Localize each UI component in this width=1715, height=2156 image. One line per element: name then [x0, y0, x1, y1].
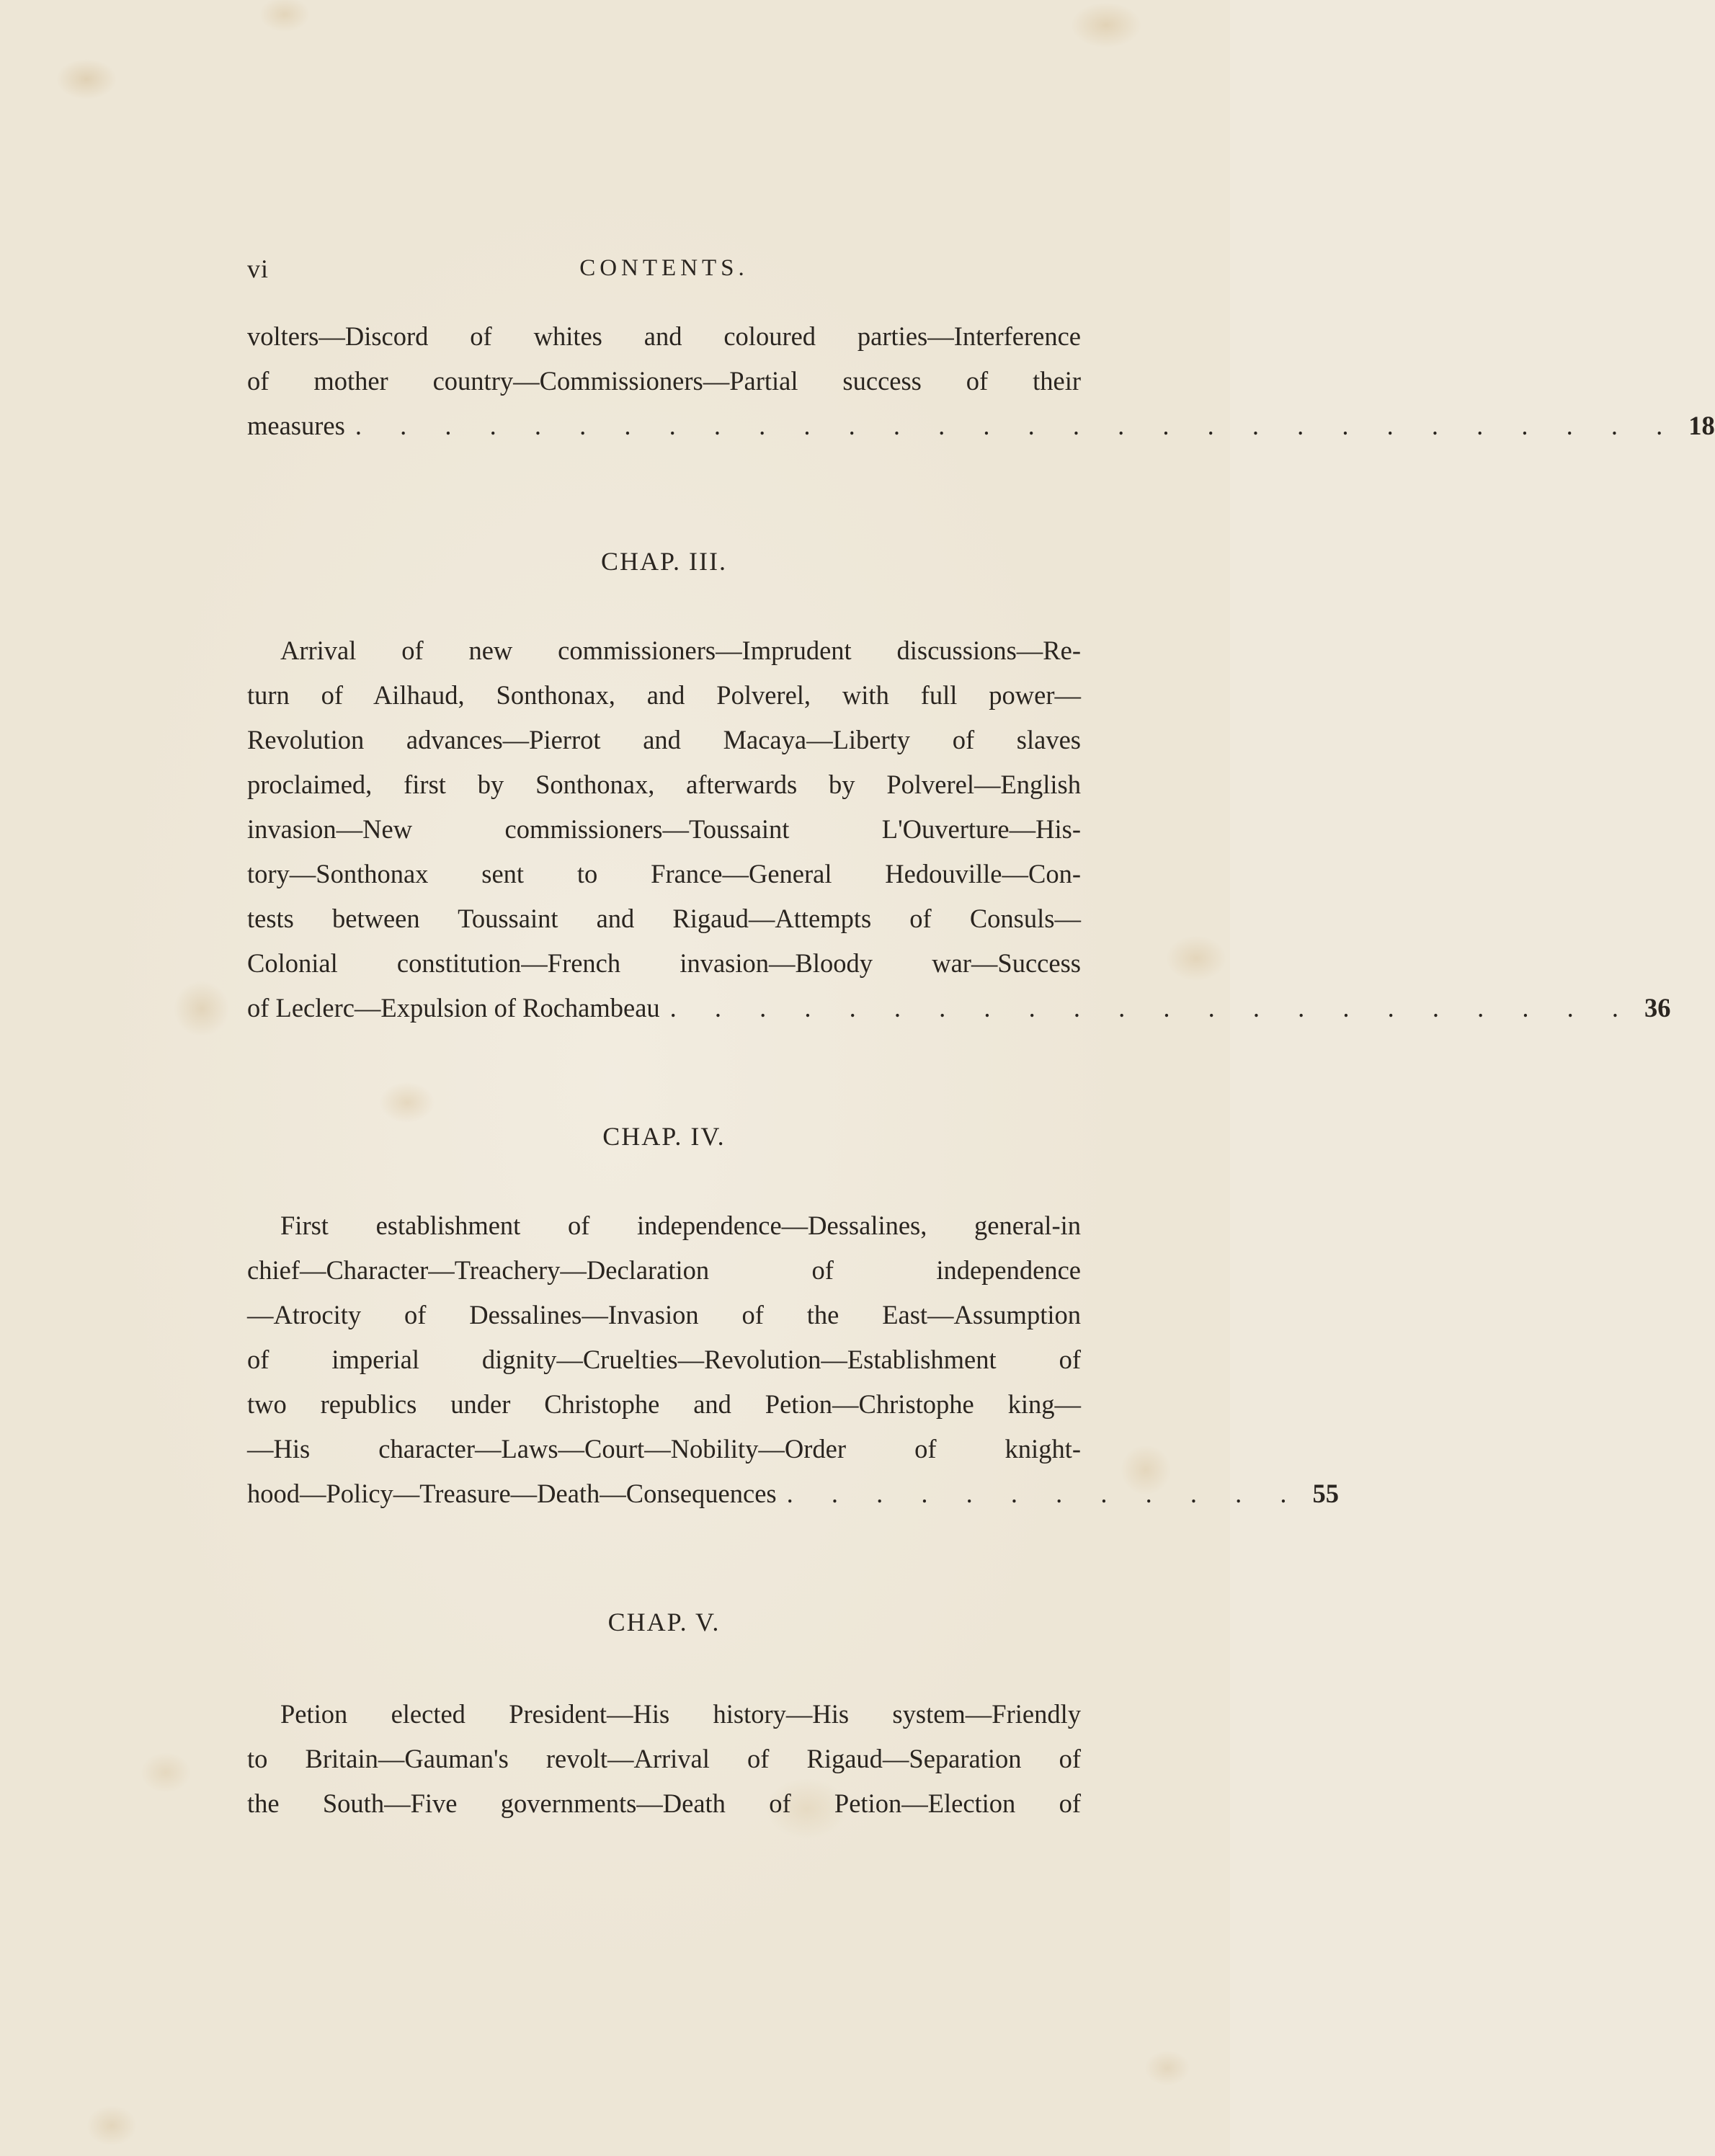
- entry-page-number: 18: [1688, 411, 1715, 440]
- entry-line: Petion elected President—His history—His system—Friendly: [280, 1699, 1081, 1729]
- entry-line: of Leclerc—Expulsion of Rochambeau: [247, 993, 660, 1023]
- entry-last-line: [247, 404, 1715, 448]
- entry-line: tory—Sonthonax sent to France—General Hedouville—Con-: [247, 859, 1081, 888]
- entry-line: of mother country—Commissioners—Partial success of their: [247, 366, 1081, 396]
- contents-entry-chap-5: [247, 1692, 1081, 1826]
- entry-line: turn of Ailhaud, Sonthonax, and Polverel, with full power—: [247, 680, 1081, 710]
- entry-line: measures: [247, 411, 345, 440]
- chapter-heading: CHAP. IV.: [602, 1122, 726, 1151]
- entry-last-line: [247, 1471, 1339, 1516]
- running-title: CONTENTS.: [579, 255, 749, 281]
- entry-line: hood—Policy—Treasure—Death—Consequences: [247, 1479, 777, 1508]
- entry-line: Revolution advances—Pierrot and Macaya—Liberty of slaves: [247, 725, 1081, 754]
- entry-page-number: 36: [1644, 993, 1671, 1023]
- entry-line: of imperial dignity—Cruelties—Revolution—Establishment of: [247, 1345, 1081, 1374]
- entry-line: Colonial constitution—French invasion—Bloody war—Success: [247, 948, 1081, 978]
- entry-line: to Britain—Gauman's revolt—Arrival of Rigaud—Separation of: [247, 1744, 1081, 1773]
- entry-page-number: 55: [1312, 1479, 1339, 1508]
- entry-line: volters—Discord of whites and coloured parties—Interference: [247, 321, 1081, 351]
- entry-line: invasion—New commissioners—Toussaint L'Ouverture—His-: [247, 814, 1081, 844]
- chapter-heading: CHAP. III.: [600, 547, 727, 576]
- entry-line: proclaimed, first by Sonthonax, afterwards by Polverel—English: [247, 770, 1081, 799]
- entry-line: First establishment of independence—Dessalines, general-in: [280, 1211, 1081, 1240]
- dot-leader: . . . . . . . . . . . . . . . . . . . . . . . . . . . . . .: [355, 411, 1679, 440]
- chapter-heading: CHAP. V.: [607, 1608, 721, 1636]
- contents-entry-chap-3: [247, 628, 1671, 1030]
- contents-entry-chap-4: [247, 1203, 1339, 1516]
- entry-line: the South—Five governments—Death of Petion—Election of: [247, 1788, 1081, 1818]
- entry-last-line: [247, 986, 1671, 1030]
- entry-line: —His character—Laws—Court—Nobility—Order of knight-: [247, 1434, 1081, 1464]
- folio-page-number: vi: [247, 254, 270, 283]
- page-header: [247, 254, 1081, 288]
- entry-line: chief—Character—Treachery—Declaration of independence: [247, 1255, 1081, 1285]
- dot-leader: . . . . . . . . . . . .: [786, 1479, 1303, 1508]
- entry-line: tests between Toussaint and Rigaud—Attempts of Consuls—: [247, 904, 1081, 933]
- entry-line: —Atrocity of Dessalines—Invasion of the East—Assumption: [247, 1300, 1081, 1329]
- contents-entry-continuation: [247, 314, 1715, 448]
- entry-line: Arrival of new commissioners—Imprudent discussions—Re-: [280, 636, 1081, 665]
- entry-line: two republics under Christophe and Petion—Christophe king—: [247, 1389, 1081, 1419]
- dot-leader: . . . . . . . . . . . . . . . . . . . . . .: [669, 993, 1635, 1023]
